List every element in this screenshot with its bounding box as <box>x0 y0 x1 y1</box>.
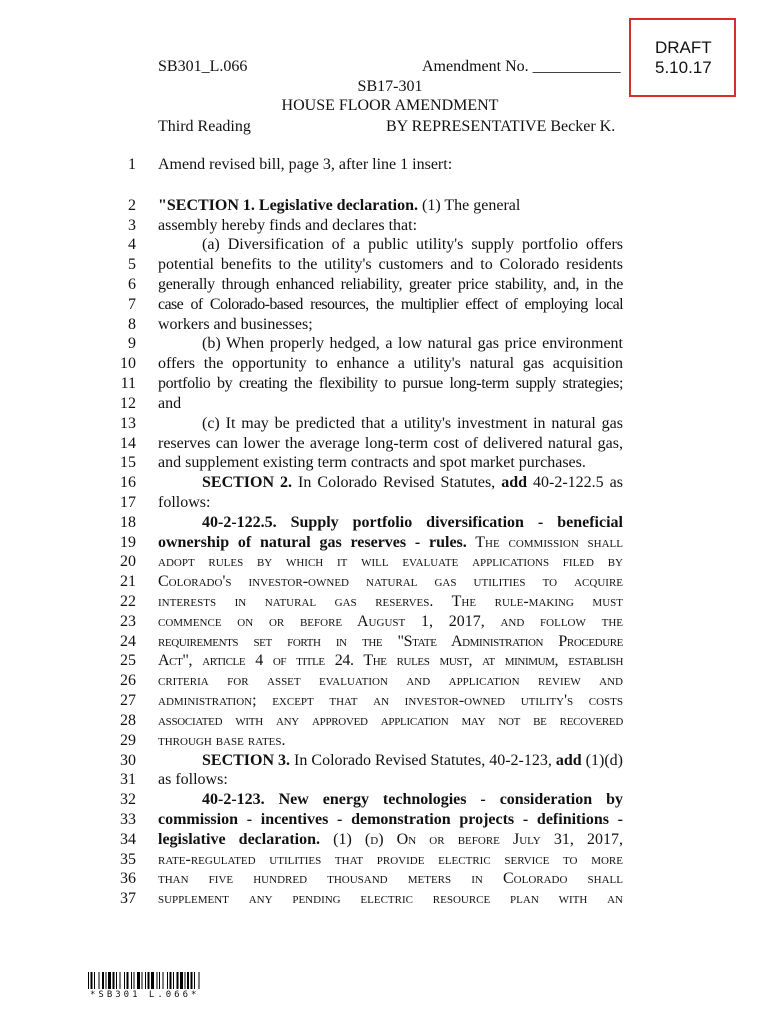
text-line: 40-2-122.5. Supply portfolio diversification - beneficial <box>202 514 623 531</box>
text-line: criteria for asset evaluation and application review and <box>158 672 623 689</box>
text-line: requirements set forth in the "State Administration Procedure <box>158 633 623 650</box>
text-line <box>158 533 623 553</box>
section-heading: SECTION 3. <box>202 752 291 769</box>
line-number: 34 <box>120 831 136 848</box>
add-keyword: add <box>501 474 527 491</box>
text-line: 40-2-123. New energy technologies - consideration by <box>202 791 623 808</box>
section-heading: SECTION 2. <box>202 474 293 491</box>
text-line: commission - incentives - demonstration projects - definitions - <box>158 811 623 828</box>
text-span: (1) (d) On or before July 31, 2017, <box>320 831 623 848</box>
text-span: In Colorado Revised Statutes, <box>292 474 502 491</box>
text-line: adopt rules by which it will evaluate applications filed by <box>158 553 623 570</box>
text-line: follows: <box>158 494 211 511</box>
text-line: Act", article 4 of title 24. The rules must, at minimum, establish <box>158 652 623 669</box>
line-number: 28 <box>120 712 136 729</box>
amendment-number: Amendment No. ___________ <box>422 58 621 75</box>
text-line: workers and businesses; <box>158 316 313 333</box>
line-number: 16 <box>120 474 136 491</box>
add-keyword: add <box>555 752 582 769</box>
text-line: potential benefits to the utility's customers and to Colorado residents <box>158 256 623 273</box>
section-title: ownership of natural gas reserves - rules. <box>158 534 467 551</box>
text-line: (c) It may be predicted that a utility's investment in natural gas <box>202 415 623 432</box>
text-line: and supplement existing term contracts and spot market purchases. <box>158 454 586 471</box>
barcode-label: *SB301 L.066* <box>90 990 200 1000</box>
line-number: 10 <box>120 355 136 372</box>
text-span: In Colorado Revised Statutes, 40-2-123, <box>290 752 556 769</box>
line-number: 37 <box>120 890 136 907</box>
text-line <box>158 751 623 771</box>
line-number: 26 <box>120 672 136 689</box>
text-line: through base rates. <box>158 732 286 749</box>
bill-number: SB17-301 <box>357 78 423 95</box>
line-number: 21 <box>120 573 136 590</box>
line-number: 36 <box>120 870 136 887</box>
line-number: 32 <box>120 791 136 808</box>
section-title: legislative declaration. <box>158 831 320 848</box>
line-number: 22 <box>120 593 136 610</box>
line-number: 11 <box>120 375 136 392</box>
text-span: (1)(d) <box>581 752 623 769</box>
text-span: (1) The general <box>418 197 521 214</box>
reading-label: Third Reading <box>158 118 251 135</box>
text-line: administration; except that an investor-owned utility's costs <box>158 692 623 709</box>
line-number: 4 <box>128 236 136 253</box>
text-line: Colorado's investor-owned natural gas utilities to acquire <box>158 573 623 590</box>
line-number: 12 <box>120 395 136 412</box>
line-number: 30 <box>120 752 136 769</box>
text-line: (b) When properly hedged, a low natural gas price environment <box>202 335 623 352</box>
line-number: 5 <box>128 256 136 273</box>
line-number: 27 <box>120 692 136 709</box>
text-span: The commission shall <box>466 534 623 551</box>
draft-label: DRAFT <box>655 38 712 57</box>
text-line <box>158 830 623 850</box>
text-line: portfolio by creating the flexibility to pursue long-term supply strategies; <box>158 375 623 392</box>
text-line: and <box>158 395 182 412</box>
line-number: 24 <box>120 633 136 650</box>
text-line: interests in natural gas reserves. The rule-making must <box>158 593 623 610</box>
line-number: 7 <box>128 296 136 313</box>
line-number: 14 <box>120 435 136 452</box>
section-heading: "SECTION 1. Legislative declaration. <box>158 197 418 214</box>
line-number: 8 <box>128 316 136 333</box>
text-line: Amend revised bill, page 3, after line 1 insert: <box>158 156 453 173</box>
line-number: 13 <box>120 415 136 432</box>
text-line: supplement any pending electric resource plan with an <box>158 890 623 907</box>
draft-date: 5.10.17 <box>655 58 712 77</box>
text-line <box>158 196 623 216</box>
line-number: 15 <box>120 454 136 471</box>
line-number: 20 <box>120 553 136 570</box>
text-line: as follows: <box>158 771 228 788</box>
text-line: (a) Diversification of a public utility's supply portfolio offers <box>202 236 623 253</box>
line-number: 18 <box>120 514 136 531</box>
line-number: 25 <box>120 652 136 669</box>
amendment-type: HOUSE FLOOR AMENDMENT <box>281 97 499 114</box>
line-number: 9 <box>128 335 136 352</box>
line-number: 17 <box>120 494 136 511</box>
line-number: 23 <box>120 613 136 630</box>
barcode-image <box>88 972 250 989</box>
text-line: rate-regulated utilities that provide electric service to more <box>158 851 623 868</box>
line-number: 1 <box>128 156 136 173</box>
text-span: 40-2-122.5 as <box>527 474 624 491</box>
doc-id: SB301_L.066 <box>158 58 248 75</box>
sponsor-label: BY REPRESENTATIVE Becker K. <box>386 118 616 135</box>
text-line: assembly hereby finds and declares that: <box>158 217 418 234</box>
line-number: 33 <box>120 811 136 828</box>
text-line: generally through enhanced reliability, greater price stability, and, in the <box>158 276 623 293</box>
text-line <box>158 473 623 493</box>
line-number: 29 <box>120 732 136 749</box>
text-line: case of Colorado-based resources, the multiplier effect of employing local <box>158 296 623 313</box>
line-number: 6 <box>128 276 136 293</box>
text-line: commence on or before August 1, 2017, and follow the <box>158 613 623 630</box>
line-number: 2 <box>128 197 136 214</box>
text-line: offers the opportunity to enhance a utility's natural gas acquisition <box>158 355 623 372</box>
line-number: 35 <box>120 851 136 868</box>
line-number: 19 <box>120 534 136 551</box>
text-line: associated with any approved application may not be recovered <box>158 712 623 729</box>
line-number: 31 <box>120 771 136 788</box>
text-line: reserves can lower the average long-term cost of delivered natural gas, <box>158 435 623 452</box>
line-number: 3 <box>128 217 136 234</box>
text-line: than five hundred thousand meters in Colorado shall <box>158 870 623 887</box>
